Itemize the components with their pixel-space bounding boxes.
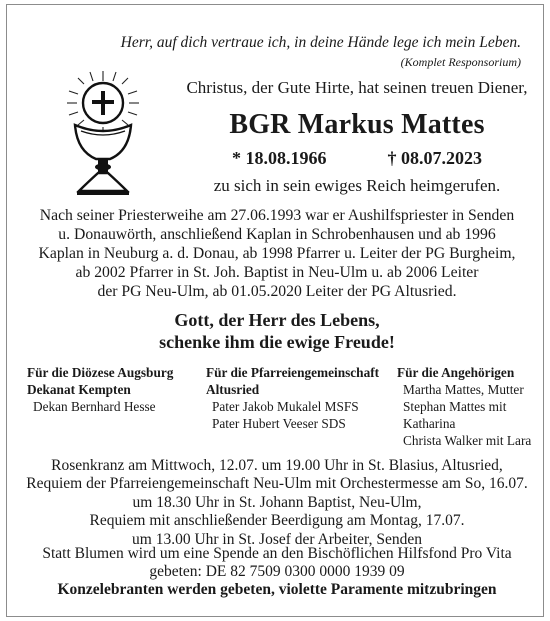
biography — [25, 206, 529, 301]
column-heading: Dekanat Kempten — [27, 382, 131, 397]
birth-date: * 18.08.1966 — [232, 148, 327, 168]
prayer-text — [25, 309, 529, 353]
closing-note: Konzelebranten werden gebeten, violette Paramente mitzubringen — [57, 581, 497, 598]
column-heading: Für die Pfarreiengemeinschaft — [206, 365, 380, 380]
mourner-name: Katharina — [403, 416, 456, 431]
chalice-with-host-icon — [63, 67, 143, 199]
prayer-line: Gott, der Herr des Lebens, — [174, 310, 380, 330]
service-line: Rosenkranz am Mittwoch, 12.07. um 19.00 Uhr in St. Blasius, Altusried, — [51, 457, 503, 474]
service-times — [25, 457, 529, 549]
mourner-name: Stephan Mattes mit — [403, 399, 507, 414]
service-line: Requiem mit anschließender Beerdigung am Montag, 17.07. — [89, 512, 465, 530]
prayer-line: schenke ihm die ewige Freude! — [159, 332, 395, 352]
life-dates — [177, 148, 537, 169]
mourner-name: Dekan Bernhard Hesse — [33, 399, 156, 414]
mourners-family — [397, 364, 531, 449]
column-heading: Für die Angehörigen — [397, 365, 515, 380]
column-heading: Altusried — [206, 382, 260, 397]
donation-note — [25, 545, 529, 599]
bio-line: ab 2002 Pfarrer in St. Joh. Baptist in Neu-Ulm u. ab 2006 Leiter — [75, 264, 479, 281]
mourners-parish — [206, 364, 379, 432]
mourner-name: Christa Walker mit Lara — [403, 433, 532, 448]
death-date: † 08.07.2023 — [387, 148, 482, 168]
service-line: um 18.30 Uhr in St. Johann Baptist, Neu-Ulm, — [132, 493, 422, 511]
column-heading: Für die Diözese Augsburg — [27, 365, 174, 380]
bio-line: u. Donauwörth, anschließend Kaplan in Schrobenhausen und ab 1996 — [58, 226, 496, 243]
bio-line: Kaplan in Neuburg a. d. Donau, ab 1998 Pfarrer u. Leiter der PG Burgheim, — [38, 245, 516, 262]
mourners-diocese — [27, 364, 173, 415]
donation-line: Statt Blumen wird um eine Spende an den Bischöflichen Hilfsfond Pro Vita — [42, 545, 512, 562]
bio-line: Nach seiner Priesterweihe am 27.06.1993 war er Aushilfspriester in Senden — [39, 207, 515, 224]
chalice-foot — [79, 173, 127, 191]
deceased-name: BGR Markus Mattes — [229, 109, 485, 140]
mourner-name: Pater Hubert Veeser SDS — [212, 416, 346, 431]
donation-line: gebeten: DE 82 7509 0300 0000 1939 09 — [149, 563, 405, 580]
motto-source: (Komplet Responsorium) — [400, 55, 521, 69]
bio-line: der PG Neu-Ulm, ab 01.05.2020 Leiter der PG Altusried. — [97, 283, 457, 300]
mourner-name: Pater Jakob Mukalel MSFS — [212, 399, 359, 414]
called-home-text: zu sich in sein ewiges Reich heimgerufen. — [213, 176, 501, 195]
mourner-name: Martha Mattes, Mutter — [403, 382, 524, 397]
chalice-cup — [75, 125, 131, 159]
intro-text: Christus, der Gute Hirte, hat seinen treuen Diener, — [186, 78, 528, 97]
motto-text: Herr, auf dich vertraue ich, in deine Hände lege ich mein Leben. — [120, 34, 521, 51]
service-line: um 13.00 Uhr in St. Josef der Arbeiter, Senden — [132, 530, 422, 548]
obituary-notice — [6, 4, 544, 617]
service-line: Requiem der Pfarreiengemeinschaft Neu-Ulm mit Orchestermesse am So, 16.07. — [26, 475, 528, 493]
